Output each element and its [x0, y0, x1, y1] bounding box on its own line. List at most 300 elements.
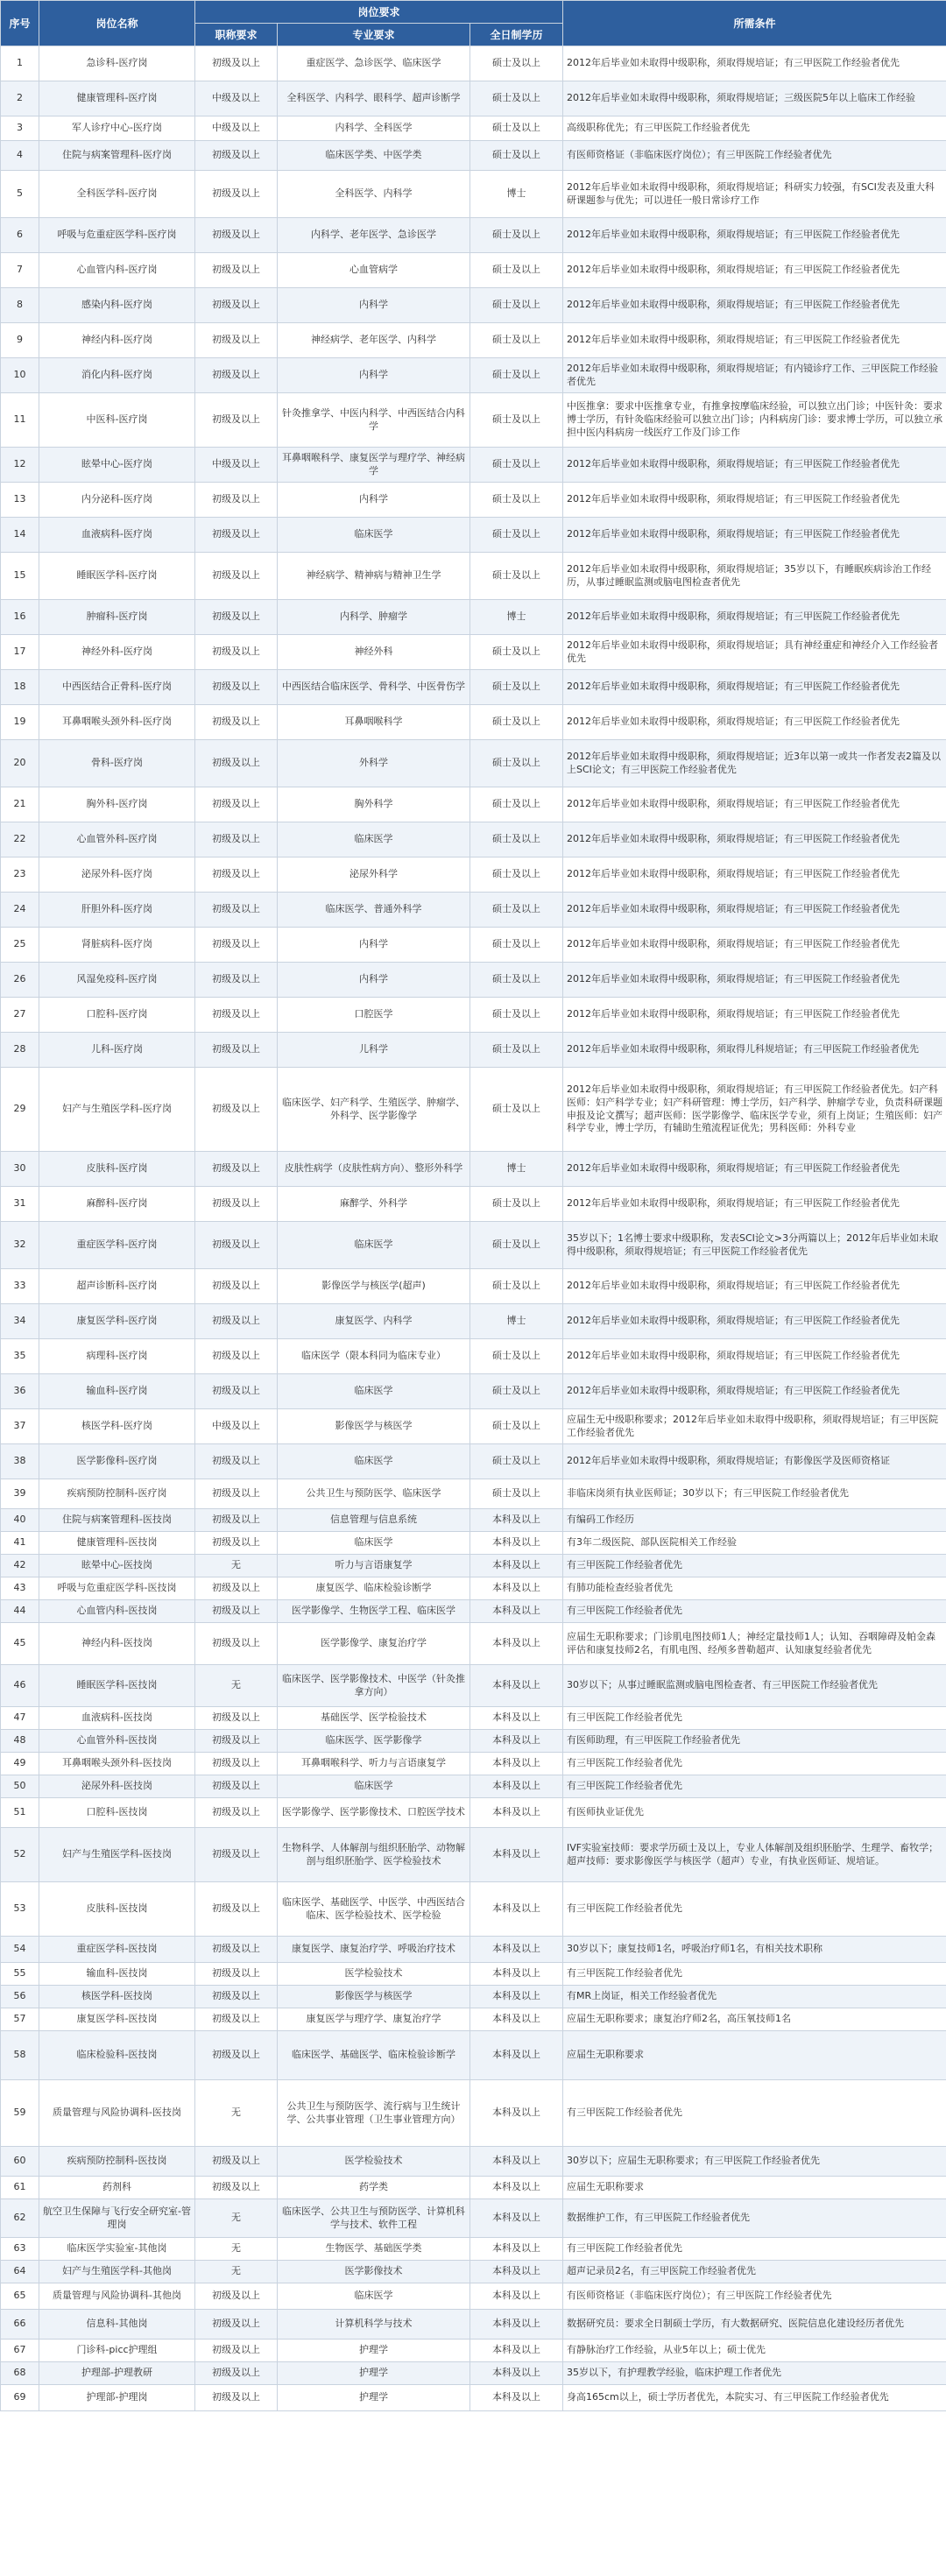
row-index: 35: [1, 1339, 39, 1374]
row-title-req: 初级及以上: [195, 1707, 278, 1730]
row-education-req: 硕士及以上: [470, 928, 563, 963]
row-index: 50: [1, 1775, 39, 1798]
table-row: [1, 1532, 946, 1555]
row-conditions: 2012年后毕业如未取得中级职称，须取得规培证；有三甲医院工作经验者优先: [563, 288, 946, 323]
row-major-req: 临床医学、医学影像学: [278, 1730, 470, 1753]
row-title-req: 初级及以上: [195, 218, 278, 253]
table-row: [1, 2008, 946, 2031]
row-conditions: 有医师资格证（非临床医疗岗位）；有三甲医院工作经验者优先: [563, 141, 946, 171]
row-title-req: 中级及以上: [195, 116, 278, 141]
row-index: 1: [1, 46, 39, 81]
row-education-req: 硕士及以上: [470, 670, 563, 705]
row-education-req: 硕士及以上: [470, 787, 563, 822]
row-index: 53: [1, 1882, 39, 1937]
row-index: 3: [1, 116, 39, 141]
row-education-req: 博士: [470, 1152, 563, 1187]
row-index: 9: [1, 323, 39, 358]
row-position: 皮肤科-医疗岗: [39, 1152, 195, 1187]
row-position: 军人诊疗中心-医疗岗: [39, 116, 195, 141]
row-title-req: 初级及以上: [195, 483, 278, 518]
table-row: [1, 518, 946, 553]
row-education-req: 本科及以上: [470, 1882, 563, 1937]
row-title-req: 初级及以上: [195, 1269, 278, 1304]
row-index: 23: [1, 857, 39, 893]
table-row: [1, 1269, 946, 1304]
row-position: 超声诊断科-医疗岗: [39, 1269, 195, 1304]
table-row: [1, 288, 946, 323]
row-education-req: 本科及以上: [470, 2008, 563, 2031]
row-index: 58: [1, 2031, 39, 2080]
table-row: [1, 553, 946, 600]
table-row: [1, 2261, 946, 2283]
table-body: [1, 46, 946, 2411]
table-row: [1, 171, 946, 218]
table-row: [1, 1828, 946, 1882]
row-position: 泌尿外科-医疗岗: [39, 857, 195, 893]
row-education-req: 本科及以上: [470, 1986, 563, 2008]
row-title-req: 初级及以上: [195, 1600, 278, 1623]
row-title-req: 初级及以上: [195, 518, 278, 553]
table-row: [1, 893, 946, 928]
table-row: [1, 1963, 946, 1986]
table-row: [1, 705, 946, 740]
row-title-req: 初级及以上: [195, 1623, 278, 1665]
row-conditions: 2012年后毕业如未取得中级职称，须取得规培证；有三甲医院工作经验者优先: [563, 483, 946, 518]
row-title-req: 初级及以上: [195, 358, 278, 393]
row-index: 47: [1, 1707, 39, 1730]
row-major-req: 医学检验技术: [278, 2147, 470, 2177]
row-education-req: 本科及以上: [470, 2238, 563, 2261]
row-conditions: 2012年后毕业如未取得中级职称，须取得规培证；有三甲医院工作经验者优先: [563, 1374, 946, 1409]
row-education-req: 本科及以上: [470, 2340, 563, 2362]
row-position: 疾病预防控制科-医技岗: [39, 2147, 195, 2177]
row-major-req: 基础医学、医学检验技术: [278, 1707, 470, 1730]
row-position: 皮肤科-医技岗: [39, 1882, 195, 1937]
row-conditions: 2012年后毕业如未取得中级职称，须取得规培证；有内镜诊疗工作、三甲医院工作经验者优先: [563, 358, 946, 393]
row-position: 消化内科-医疗岗: [39, 358, 195, 393]
row-title-req: 中级及以上: [195, 1409, 278, 1444]
table-row: [1, 998, 946, 1033]
row-education-req: 本科及以上: [470, 1532, 563, 1555]
row-index: 52: [1, 1828, 39, 1882]
row-position: 肿瘤科-医疗岗: [39, 600, 195, 635]
table-row: [1, 1187, 946, 1222]
row-conditions: 应届生无职称要求: [563, 2177, 946, 2199]
row-education-req: 硕士及以上: [470, 218, 563, 253]
row-conditions: 30岁以下；从事过睡眠监测或脑电图检查者、有三甲医院工作经验者优先: [563, 1665, 946, 1707]
row-position: 耳鼻咽喉头颈外科-医技岗: [39, 1753, 195, 1775]
row-education-req: 硕士及以上: [470, 857, 563, 893]
row-index: 11: [1, 393, 39, 448]
row-conditions: 2012年后毕业如未取得中级职称，须取得规培证；有三甲医院工作经验者优先: [563, 518, 946, 553]
row-index: 41: [1, 1532, 39, 1555]
row-education-req: 硕士及以上: [470, 518, 563, 553]
row-position: 睡眠医学科-医技岗: [39, 1665, 195, 1707]
row-title-req: 初级及以上: [195, 141, 278, 171]
table-row: [1, 2385, 946, 2411]
table-row: [1, 635, 946, 670]
row-conditions: 2012年后毕业如未取得中级职称，须取得规培证；有三甲医院工作经验者优先: [563, 998, 946, 1033]
row-conditions: 2012年后毕业如未取得中级职称，须取得规培证；有三甲医院工作经验者优先: [563, 1304, 946, 1339]
table-row: [1, 600, 946, 635]
row-index: 4: [1, 141, 39, 171]
row-index: 68: [1, 2362, 39, 2385]
row-title-req: 初级及以上: [195, 822, 278, 857]
row-position: 呼吸与危重症医学科-医技岗: [39, 1577, 195, 1600]
row-title-req: 初级及以上: [195, 998, 278, 1033]
row-conditions: 2012年后毕业如未取得中级职称，须取得规培证；有三甲医院工作经验者优先: [563, 46, 946, 81]
row-conditions: 2012年后毕业如未取得中级职称，须取得规培证；有三甲医院工作经验者优先。妇产科医师：妇产科学专业；妇产科研管理：博士学历，妇产科学、肿瘤学专业，负责科研课题申报及论文撰写；超声医师：医学影像学、临床医学专业，须有上岗证；生殖医师：妇产科学专业，博士学历，有辅助生殖流程证优先；男科医师：外科专业: [563, 1068, 946, 1152]
row-position: 输血科-医疗岗: [39, 1374, 195, 1409]
table-row: [1, 323, 946, 358]
row-title-req: 初级及以上: [195, 893, 278, 928]
row-position: 健康管理科-医技岗: [39, 1532, 195, 1555]
table-row: [1, 1753, 946, 1775]
row-major-req: 全科医学、内科学: [278, 171, 470, 218]
row-index: 63: [1, 2238, 39, 2261]
row-title-req: 初级及以上: [195, 1775, 278, 1798]
row-title-req: 无: [195, 2199, 278, 2238]
row-title-req: 初级及以上: [195, 1304, 278, 1339]
row-major-req: 临床医学、普通外科学: [278, 893, 470, 928]
row-conditions: 有三甲医院工作经验者优先: [563, 2238, 946, 2261]
row-conditions: 2012年后毕业如未取得中级职称，须取得规培证；有三甲医院工作经验者优先: [563, 822, 946, 857]
row-title-req: 初级及以上: [195, 2283, 278, 2310]
row-conditions: 35岁以下，有护理教学经验，临床护理工作者优先: [563, 2362, 946, 2385]
row-major-req: 临床医学（限本科同为临床专业）: [278, 1339, 470, 1374]
row-education-req: 本科及以上: [470, 1509, 563, 1532]
row-title-req: 初级及以上: [195, 2031, 278, 2080]
row-index: 15: [1, 553, 39, 600]
table-row: [1, 2362, 946, 2385]
table-row: [1, 1707, 946, 1730]
row-position: 血液病科-医技岗: [39, 1707, 195, 1730]
row-major-req: 医学影像技术: [278, 2261, 470, 2283]
table-row: [1, 670, 946, 705]
row-education-req: 硕士及以上: [470, 1222, 563, 1269]
row-education-req: 硕士及以上: [470, 998, 563, 1033]
row-title-req: 初级及以上: [195, 2147, 278, 2177]
row-conditions: 2012年后毕业如未取得中级职称，须取得规培证；有三甲医院工作经验者优先: [563, 253, 946, 288]
row-major-req: 内科学: [278, 483, 470, 518]
row-index: 66: [1, 2310, 39, 2340]
row-conditions: 应届生无中级职称要求；2012年后毕业如未取得中级职称，须取得规培证；有三甲医院工作经验者优先: [563, 1409, 946, 1444]
row-title-req: 初级及以上: [195, 928, 278, 963]
row-education-req: 本科及以上: [470, 2199, 563, 2238]
row-title-req: 初级及以上: [195, 2177, 278, 2199]
row-title-req: 初级及以上: [195, 1532, 278, 1555]
row-major-req: 神经病学、老年医学、内科学: [278, 323, 470, 358]
row-major-req: 内科学: [278, 963, 470, 998]
header-requirements: 岗位要求: [195, 1, 563, 24]
row-title-req: 初级及以上: [195, 2008, 278, 2031]
row-conditions: 有肺功能检查经验者优先: [563, 1577, 946, 1600]
row-conditions: 2012年后毕业如未取得中级职称，须取得规培证；近3年以第一或共一作者发表2篇及以上SCI论文；有三甲医院工作经验者优先: [563, 740, 946, 787]
row-position: 感染内科-医疗岗: [39, 288, 195, 323]
row-position: 航空卫生保障与飞行安全研究室-管理岗: [39, 2199, 195, 2238]
table-row: [1, 1555, 946, 1577]
row-index: 12: [1, 448, 39, 483]
row-major-req: 康复医学与理疗学、康复治疗学: [278, 2008, 470, 2031]
row-major-req: 医学影像学、生物医学工程、临床医学: [278, 1600, 470, 1623]
row-education-req: 硕士及以上: [470, 1374, 563, 1409]
row-conditions: 2012年后毕业如未取得中级职称，须取得规培证；有三甲医院工作经验者优先: [563, 218, 946, 253]
row-index: 21: [1, 787, 39, 822]
row-education-req: 本科及以上: [470, 1555, 563, 1577]
row-education-req: 本科及以上: [470, 1937, 563, 1963]
row-index: 61: [1, 2177, 39, 2199]
row-title-req: 初级及以上: [195, 740, 278, 787]
row-position: 内分泌科-医疗岗: [39, 483, 195, 518]
row-title-req: 初级及以上: [195, 1339, 278, 1374]
row-education-req: 本科及以上: [470, 1730, 563, 1753]
row-conditions: 应届生无职称要求: [563, 2031, 946, 2080]
row-education-req: 本科及以上: [470, 2177, 563, 2199]
row-title-req: 初级及以上: [195, 1937, 278, 1963]
row-education-req: 本科及以上: [470, 1775, 563, 1798]
row-index: 57: [1, 2008, 39, 2031]
row-index: 13: [1, 483, 39, 518]
table-row: [1, 2031, 946, 2080]
row-position: 重症医学科-医疗岗: [39, 1222, 195, 1269]
row-position: 泌尿外科-医技岗: [39, 1775, 195, 1798]
row-education-req: 本科及以上: [470, 1798, 563, 1828]
table-row: [1, 963, 946, 998]
row-title-req: 初级及以上: [195, 253, 278, 288]
row-position: 输血科-医技岗: [39, 1963, 195, 1986]
table-row: [1, 218, 946, 253]
row-conditions: 应届生无职称要求；康复治疗师2名，高压氧技师1名: [563, 2008, 946, 2031]
row-title-req: 无: [195, 2261, 278, 2283]
row-major-req: 内科学: [278, 358, 470, 393]
row-index: 42: [1, 1555, 39, 1577]
row-major-req: 公共卫生与预防医学、流行病与卫生统计学、公共事业管理（卫生事业管理方向）: [278, 2080, 470, 2147]
row-conditions: 有三甲医院工作经验者优先: [563, 2080, 946, 2147]
row-title-req: 初级及以上: [195, 393, 278, 448]
table-row: [1, 393, 946, 448]
row-index: 56: [1, 1986, 39, 2008]
row-position: 口腔科-医疗岗: [39, 998, 195, 1033]
table-row: [1, 787, 946, 822]
row-index: 17: [1, 635, 39, 670]
row-title-req: 初级及以上: [195, 1986, 278, 2008]
row-position: 神经外科-医疗岗: [39, 635, 195, 670]
row-position: 心血管内科-医技岗: [39, 1600, 195, 1623]
row-title-req: 初级及以上: [195, 1187, 278, 1222]
row-title-req: 初级及以上: [195, 963, 278, 998]
row-conditions: 有医师助理，有三甲医院工作经验者优先: [563, 1730, 946, 1753]
row-conditions: 有三甲医院工作经验者优先: [563, 1882, 946, 1937]
row-position: 睡眠医学科-医疗岗: [39, 553, 195, 600]
row-index: 39: [1, 1479, 39, 1509]
row-index: 46: [1, 1665, 39, 1707]
row-index: 30: [1, 1152, 39, 1187]
row-conditions: 2012年后毕业如未取得中级职称，须取得规培证；有三甲医院工作经验者优先: [563, 600, 946, 635]
row-education-req: 硕士及以上: [470, 1068, 563, 1152]
table-row: [1, 1665, 946, 1707]
row-major-req: 听力与言语康复学: [278, 1555, 470, 1577]
row-title-req: 初级及以上: [195, 1577, 278, 1600]
row-position: 质量管理与风险协调科-医技岗: [39, 2080, 195, 2147]
row-title-req: 初级及以上: [195, 1222, 278, 1269]
row-conditions: 2012年后毕业如未取得中级职称，须取得规培证；有三甲医院工作经验者优先: [563, 857, 946, 893]
row-position: 肝胆外科-医疗岗: [39, 893, 195, 928]
row-index: 8: [1, 288, 39, 323]
row-major-req: 计算机科学与技术: [278, 2310, 470, 2340]
table-row: [1, 1374, 946, 1409]
table-row: [1, 2147, 946, 2177]
row-position: 全科医学科-医疗岗: [39, 171, 195, 218]
row-conditions: 超声记录员2名，有三甲医院工作经验者优先: [563, 2261, 946, 2283]
row-index: 27: [1, 998, 39, 1033]
row-index: 38: [1, 1444, 39, 1479]
row-title-req: 初级及以上: [195, 1479, 278, 1509]
row-index: 49: [1, 1753, 39, 1775]
row-conditions: 有三甲医院工作经验者优先: [563, 1707, 946, 1730]
table-row: [1, 2177, 946, 2199]
row-major-req: 内科学、全科医学: [278, 116, 470, 141]
row-index: 36: [1, 1374, 39, 1409]
row-education-req: 本科及以上: [470, 1665, 563, 1707]
row-position: 妇产与生殖医学科-医技岗: [39, 1828, 195, 1882]
row-conditions: 有医师资格证（非临床医疗岗位）；有三甲医院工作经验者优先: [563, 2283, 946, 2310]
row-major-req: 临床医学: [278, 1444, 470, 1479]
row-education-req: 本科及以上: [470, 1600, 563, 1623]
table-row: [1, 2080, 946, 2147]
table-row: [1, 81, 946, 116]
row-conditions: 2012年后毕业如未取得中级职称，须取得规培证；有三甲医院工作经验者优先: [563, 323, 946, 358]
row-education-req: 本科及以上: [470, 2385, 563, 2411]
row-major-req: 重症医学、急诊医学、临床医学: [278, 46, 470, 81]
row-position: 病理科-医疗岗: [39, 1339, 195, 1374]
row-major-req: 针灸推拿学、中医内科学、中西医结合内科学: [278, 393, 470, 448]
row-education-req: 硕士及以上: [470, 46, 563, 81]
row-position: 儿科-医疗岗: [39, 1033, 195, 1068]
row-conditions: 有MR上岗证，相关工作经验者优先: [563, 1986, 946, 2008]
row-position: 护理部-护理教研: [39, 2362, 195, 2385]
row-conditions: 身高165cm以上，硕士学历者优先，本院实习、有三甲医院工作经验者优先: [563, 2385, 946, 2411]
row-education-req: 本科及以上: [470, 1623, 563, 1665]
row-index: 6: [1, 218, 39, 253]
row-major-req: 耳鼻咽喉科学、听力与言语康复学: [278, 1753, 470, 1775]
row-education-req: 本科及以上: [470, 2362, 563, 2385]
row-education-req: 硕士及以上: [470, 1339, 563, 1374]
row-conditions: 有三甲医院工作经验者优先: [563, 1963, 946, 1986]
row-education-req: 博士: [470, 1304, 563, 1339]
row-education-req: 本科及以上: [470, 2283, 563, 2310]
table-row: [1, 448, 946, 483]
row-index: 40: [1, 1509, 39, 1532]
row-position: 药剂科: [39, 2177, 195, 2199]
row-position: 胸外科-医疗岗: [39, 787, 195, 822]
table-row: [1, 1775, 946, 1798]
row-position: 呼吸与危重症医学科-医疗岗: [39, 218, 195, 253]
row-education-req: 博士: [470, 171, 563, 218]
row-major-req: 康复医学、内科学: [278, 1304, 470, 1339]
table-row: [1, 1730, 946, 1753]
table-row: [1, 1623, 946, 1665]
row-title-req: 初级及以上: [195, 46, 278, 81]
header-index: 序号: [1, 1, 39, 46]
row-index: 60: [1, 2147, 39, 2177]
row-position: 妇产与生殖医学科-其他岗: [39, 2261, 195, 2283]
table-row: [1, 253, 946, 288]
table-row: [1, 1882, 946, 1937]
row-education-req: 博士: [470, 600, 563, 635]
row-index: 55: [1, 1963, 39, 1986]
row-major-req: 临床医学、公共卫生与预防医学、计算机科学与技术、软件工程: [278, 2199, 470, 2238]
row-title-req: 初级及以上: [195, 1033, 278, 1068]
row-title-req: 初级及以上: [195, 2340, 278, 2362]
table-row: [1, 116, 946, 141]
row-position: 中医科-医疗岗: [39, 393, 195, 448]
row-major-req: 内科学、老年医学、急诊医学: [278, 218, 470, 253]
row-major-req: 护理学: [278, 2340, 470, 2362]
row-major-req: 临床医学: [278, 1532, 470, 1555]
row-index: 14: [1, 518, 39, 553]
row-major-req: 临床医学: [278, 822, 470, 857]
row-title-req: 初级及以上: [195, 1068, 278, 1152]
row-major-req: 生物医学、基础医学类: [278, 2238, 470, 2261]
row-major-req: 临床医学、医学影像技术、中医学（针灸推拿方向）: [278, 1665, 470, 1707]
row-major-req: 口腔医学: [278, 998, 470, 1033]
row-education-req: 硕士及以上: [470, 822, 563, 857]
row-index: 33: [1, 1269, 39, 1304]
row-major-req: 内科学: [278, 288, 470, 323]
row-conditions: 2012年后毕业如未取得中级职称，须取得规培证；有三甲医院工作经验者优先: [563, 1152, 946, 1187]
row-major-req: 临床医学类、中医学类: [278, 141, 470, 171]
row-title-req: 初级及以上: [195, 705, 278, 740]
row-index: 32: [1, 1222, 39, 1269]
row-title-req: 无: [195, 1665, 278, 1707]
row-title-req: 中级及以上: [195, 448, 278, 483]
row-major-req: 耳鼻咽喉科学、康复医学与理疗学、神经病学: [278, 448, 470, 483]
row-major-req: 临床医学: [278, 1374, 470, 1409]
row-major-req: 信息管理与信息系统: [278, 1509, 470, 1532]
table-row: [1, 2238, 946, 2261]
table-row: [1, 1798, 946, 1828]
table-row: [1, 740, 946, 787]
row-conditions: 2012年后毕业如未取得中级职称，须取得规培证；35岁以下，有睡眠疾病诊治工作经历，从事过睡眠监测或脑电图检查者优先: [563, 553, 946, 600]
row-conditions: 2012年后毕业如未取得中级职称，须取得规培证；有三甲医院工作经验者优先: [563, 1187, 946, 1222]
header-conditions: 所需条件: [563, 1, 946, 46]
table-row: [1, 1937, 946, 1963]
row-major-req: 康复医学、临床检验诊断学: [278, 1577, 470, 1600]
row-education-req: 本科及以上: [470, 2080, 563, 2147]
row-position: 急诊科-医疗岗: [39, 46, 195, 81]
row-conditions: 应届生无职称要求；门诊肌电图技师1人；神经定量技师1人；认知、吞咽障碍及帕金森评估和康复技师2名，有肌电图、经颅多普勒超声、认知康复经验者优先: [563, 1623, 946, 1665]
row-position: 临床检验科-医技岗: [39, 2031, 195, 2080]
row-major-req: 康复医学、康复治疗学、呼吸治疗技术: [278, 1937, 470, 1963]
row-education-req: 硕士及以上: [470, 893, 563, 928]
row-index: 16: [1, 600, 39, 635]
row-position: 眩晕中心-医疗岗: [39, 448, 195, 483]
table-row: [1, 1479, 946, 1509]
row-index: 25: [1, 928, 39, 963]
row-education-req: 本科及以上: [470, 1828, 563, 1882]
row-position: 康复医学科-医技岗: [39, 2008, 195, 2031]
row-major-req: 心血管病学: [278, 253, 470, 288]
row-conditions: 2012年后毕业如未取得中级职称，须取得儿科规培证；有三甲医院工作经验者优先: [563, 1033, 946, 1068]
row-title-req: 初级及以上: [195, 1730, 278, 1753]
table-row: [1, 1444, 946, 1479]
row-index: 31: [1, 1187, 39, 1222]
row-major-req: 内科学: [278, 928, 470, 963]
row-index: 48: [1, 1730, 39, 1753]
row-conditions: 中医推拿：要求中医推拿专业，有推拿按摩临床经验，可以独立出门诊；中医针灸：要求博士学历，有针灸临床经验可以独立出门诊；内科病房门诊：要求博士学历，可以独立承担中医内科病房一线医疗工作及门诊工作: [563, 393, 946, 448]
row-position: 耳鼻咽喉头颈外科-医疗岗: [39, 705, 195, 740]
row-title-req: 初级及以上: [195, 670, 278, 705]
